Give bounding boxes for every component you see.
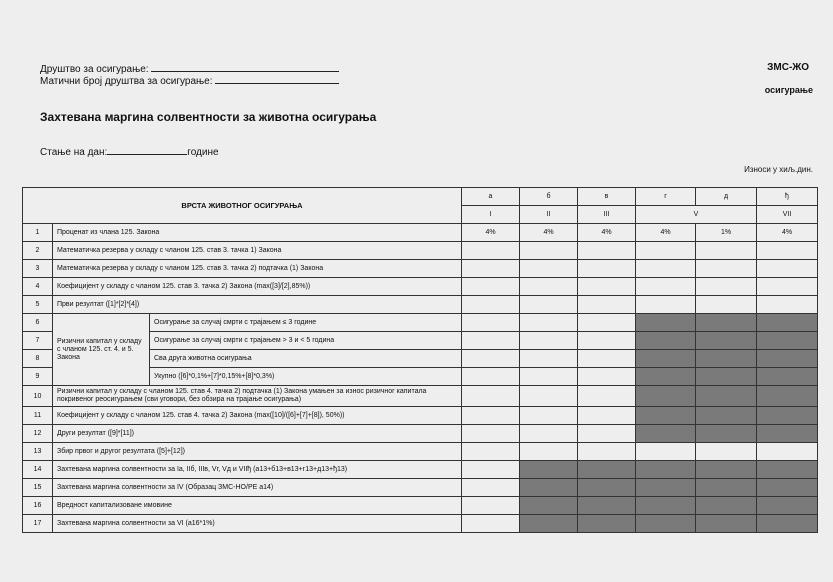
shaded-cell [636, 350, 696, 368]
input-cell[interactable] [696, 242, 757, 260]
shaded-cell [636, 425, 696, 443]
input-cell[interactable] [462, 497, 520, 515]
header-row-letters [23, 188, 818, 206]
shaded-cell [696, 497, 757, 515]
col-roman: V [636, 206, 757, 224]
input-cell[interactable] [462, 314, 520, 332]
shaded-cell [636, 386, 696, 407]
row-label: Збир првог и другог резултата ([5]+[12]) [53, 443, 462, 461]
shaded-cell [757, 497, 818, 515]
input-cell[interactable] [578, 314, 636, 332]
cell-value: 4% [636, 224, 696, 242]
input-cell[interactable] [462, 368, 520, 386]
shaded-cell [696, 314, 757, 332]
input-cell[interactable] [462, 332, 520, 350]
table-row [23, 224, 818, 242]
input-cell[interactable] [696, 296, 757, 314]
table-row [23, 386, 818, 407]
row-number: 5 [23, 296, 53, 314]
shaded-cell [636, 314, 696, 332]
shaded-cell [578, 479, 636, 497]
table-row [23, 479, 818, 497]
table-row [23, 497, 818, 515]
col-letter: д [696, 188, 757, 206]
shaded-cell [636, 332, 696, 350]
input-cell[interactable] [578, 368, 636, 386]
shaded-cell [636, 368, 696, 386]
cell-value: 4% [462, 224, 520, 242]
row-number: 11 [23, 407, 53, 425]
cell-value: 4% [757, 224, 818, 242]
row-number: 1 [23, 224, 53, 242]
row-label: Осигурање за случај смрти с трајањем > 3 и < 5 година [150, 332, 462, 350]
shaded-cell [636, 497, 696, 515]
form-sub: осигурање [764, 85, 813, 95]
row-number: 14 [23, 461, 53, 479]
shaded-cell [520, 461, 578, 479]
input-cell[interactable] [462, 425, 520, 443]
input-cell[interactable] [757, 443, 818, 461]
input-cell[interactable] [462, 407, 520, 425]
shaded-cell [696, 407, 757, 425]
input-cell[interactable] [636, 242, 696, 260]
row-number: 8 [23, 350, 53, 368]
id-line [40, 74, 339, 87]
input-cell[interactable] [636, 296, 696, 314]
input-cell[interactable] [578, 425, 636, 443]
shaded-cell [757, 386, 818, 407]
shaded-cell [636, 407, 696, 425]
shaded-cell [520, 497, 578, 515]
input-cell[interactable] [462, 296, 520, 314]
row-number: 4 [23, 278, 53, 296]
row-label: Сва друга животна осигурања [150, 350, 462, 368]
row-label: Математичка резерва у складу с чланом 125. став 3. тачка 1) Закона [53, 242, 462, 260]
shaded-cell [578, 461, 636, 479]
input-cell[interactable] [462, 443, 520, 461]
input-cell[interactable] [757, 242, 818, 260]
shaded-cell [696, 386, 757, 407]
row-label: Проценат из члана 125. Закона [53, 224, 462, 242]
input-cell[interactable] [520, 260, 578, 278]
shaded-cell [696, 368, 757, 386]
row-label: Коефицијент у складу с чланом 125. став 4. тачка 2) Закона (max([10]/([6]+[7]+[8]), 50%)) [53, 407, 462, 425]
input-cell[interactable] [696, 278, 757, 296]
id-label: Матични број друштва за осигурање: [40, 76, 213, 87]
input-cell[interactable] [696, 260, 757, 278]
shaded-cell [757, 461, 818, 479]
input-cell[interactable] [520, 368, 578, 386]
col-letter: в [578, 188, 636, 206]
input-cell[interactable] [578, 296, 636, 314]
table-row [23, 278, 818, 296]
input-cell[interactable] [578, 332, 636, 350]
input-cell[interactable] [520, 386, 578, 407]
input-cell[interactable] [462, 461, 520, 479]
col-roman: II [520, 206, 578, 224]
input-cell[interactable] [757, 260, 818, 278]
input-cell[interactable] [578, 278, 636, 296]
table-row [23, 314, 818, 332]
table-row [23, 260, 818, 278]
company-label: Друштво за осигурање: [40, 64, 149, 75]
shaded-cell [757, 407, 818, 425]
col-letter: ђ [757, 188, 818, 206]
input-cell[interactable] [578, 386, 636, 407]
table-row [23, 515, 818, 533]
input-cell[interactable] [462, 260, 520, 278]
date-blank [107, 145, 187, 155]
shaded-cell [636, 479, 696, 497]
row-label: Захтевана маргина солвентности за Iа, IIб, IIIв, Vг, Vд и VIIђ (а13+б13+в13+г13+д13+ђ13) [53, 461, 462, 479]
shaded-cell [757, 479, 818, 497]
row-label: Захтевана маргина солвентности за IV (Образац ЗМС-НО/РЕ а14) [53, 479, 462, 497]
input-cell[interactable] [520, 407, 578, 425]
input-cell[interactable] [520, 425, 578, 443]
row-number: 6 [23, 314, 53, 332]
shaded-cell [520, 479, 578, 497]
input-cell[interactable] [462, 242, 520, 260]
input-cell[interactable] [462, 479, 520, 497]
group-label: Ризични капитал у складу с чланом 125. ст. 4. и 5. Закона [53, 314, 150, 386]
shaded-cell [696, 425, 757, 443]
input-cell[interactable] [757, 296, 818, 314]
col-roman: III [578, 206, 636, 224]
row-number: 17 [23, 515, 53, 533]
input-cell[interactable] [462, 515, 520, 533]
col-letter: б [520, 188, 578, 206]
row-label: Први резултат ([1]*[2]*[4]) [53, 296, 462, 314]
shaded-cell [636, 515, 696, 533]
row-label: Захтевана маргина солвентности за VI (а16*1%) [53, 515, 462, 533]
row-number: 10 [23, 386, 53, 407]
shaded-cell [578, 497, 636, 515]
row-number: 12 [23, 425, 53, 443]
form-code: ЗМС-ЖО [767, 62, 809, 73]
row-number: 3 [23, 260, 53, 278]
row-number: 2 [23, 242, 53, 260]
row-number: 7 [23, 332, 53, 350]
shaded-cell [578, 515, 636, 533]
row-label: Коефицијент у складу с чланом 125. став 3. тачка 2) Закона (max([3]/[2],85%)) [53, 278, 462, 296]
shaded-cell [696, 350, 757, 368]
shaded-cell [636, 461, 696, 479]
shaded-cell [696, 479, 757, 497]
shaded-cell [757, 350, 818, 368]
input-cell[interactable] [520, 443, 578, 461]
page-title: Захтевана маргина солвентности за животна осигурања [40, 110, 377, 124]
input-cell[interactable] [578, 260, 636, 278]
shaded-cell [696, 332, 757, 350]
row-label: Математичка резерва у складу с чланом 125. став 3. тачка 2) подтачка (1) Закона [53, 260, 462, 278]
input-cell[interactable] [578, 443, 636, 461]
table-row [23, 242, 818, 260]
row-number: 16 [23, 497, 53, 515]
row-label: Укупно ([6]*0,1%+[7]*0,15%+[8]*0,3%) [150, 368, 462, 386]
input-cell[interactable] [636, 260, 696, 278]
input-cell[interactable] [462, 278, 520, 296]
row-label: Ризични капитал у складу с чланом 125. став 4. тачка 2) подтачка (1) Закона умањен за износ ризичног капитала покривеног реосигурањем (сви уговори, без обзира на трајање осигурања) [53, 386, 462, 407]
input-cell[interactable] [757, 278, 818, 296]
col-letter: г [636, 188, 696, 206]
col-roman: I [462, 206, 520, 224]
input-cell[interactable] [462, 350, 520, 368]
input-cell[interactable] [578, 350, 636, 368]
input-cell[interactable] [520, 278, 578, 296]
shaded-cell [757, 368, 818, 386]
shaded-cell [520, 515, 578, 533]
row-label: Други резултат ([9]*[11]) [53, 425, 462, 443]
shaded-cell [696, 461, 757, 479]
cell-value: 4% [520, 224, 578, 242]
date-suffix: године [187, 147, 219, 158]
shaded-cell [757, 314, 818, 332]
input-cell[interactable] [520, 296, 578, 314]
input-cell[interactable] [696, 443, 757, 461]
cell-value: 4% [578, 224, 636, 242]
row-label: Вредност капитализоване имовине [53, 497, 462, 515]
table-row [23, 443, 818, 461]
input-cell[interactable] [636, 278, 696, 296]
row-number: 9 [23, 368, 53, 386]
input-cell[interactable] [520, 350, 578, 368]
table-row [23, 407, 818, 425]
input-cell[interactable] [520, 332, 578, 350]
company-blank [151, 62, 339, 72]
shaded-cell [696, 515, 757, 533]
input-cell[interactable] [520, 314, 578, 332]
table-row [23, 296, 818, 314]
date-prefix: Стање на дан: [40, 147, 108, 158]
table-row [23, 425, 818, 443]
shaded-cell [757, 425, 818, 443]
input-cell[interactable] [578, 407, 636, 425]
cell-value: 1% [696, 224, 757, 242]
date-line [40, 145, 219, 158]
amounts-note: Износи у хиљ.дин. [744, 165, 813, 174]
solvency-table [22, 187, 818, 533]
input-cell[interactable] [578, 242, 636, 260]
input-cell[interactable] [520, 242, 578, 260]
row-number: 15 [23, 479, 53, 497]
col-letter: а [462, 188, 520, 206]
row-label: Осигурање за случај смрти с трајањем ≤ 3 године [150, 314, 462, 332]
table-row [23, 461, 818, 479]
id-blank [215, 74, 339, 84]
table-head-title: ВРСТА ЖИВОТНОГ ОСИГУРАЊА [23, 188, 462, 224]
shaded-cell [757, 332, 818, 350]
row-number: 13 [23, 443, 53, 461]
input-cell[interactable] [636, 443, 696, 461]
shaded-cell [757, 515, 818, 533]
col-roman: VII [757, 206, 818, 224]
input-cell[interactable] [462, 386, 520, 407]
